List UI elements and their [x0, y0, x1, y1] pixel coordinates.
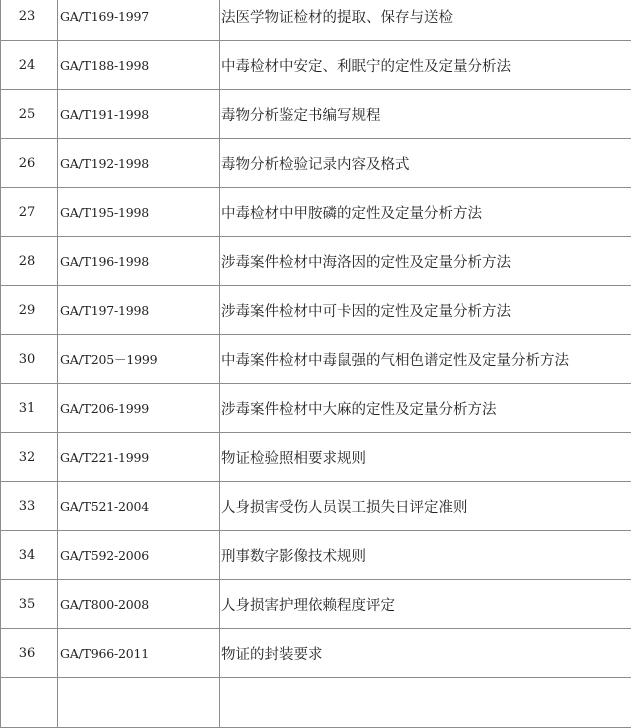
row-number: 25	[1, 90, 58, 139]
table-row	[1, 335, 631, 384]
standard-code: GA/T966-2011	[58, 629, 220, 678]
standard-title: 涉毒案件检材中大麻的定性及定量分析方法	[220, 384, 631, 433]
row-number: 29	[1, 286, 58, 335]
standard-title: 人身损害受伤人员误工损失日评定准则	[220, 482, 631, 531]
table-row	[1, 90, 631, 139]
table-row-partial	[1, 678, 631, 728]
standard-code: GA/T800-2008	[58, 580, 220, 629]
standard-code: GA/T592-2006	[58, 531, 220, 580]
standard-title: 涉毒案件检材中可卡因的定性及定量分析方法	[220, 286, 631, 335]
standard-title: 物证的封装要求	[220, 629, 631, 678]
standard-code: GA/T169-1997	[58, 0, 220, 41]
standard-title: 法医学物证检材的提取、保存与送检	[220, 0, 631, 41]
table-row	[1, 0, 631, 41]
table-row	[1, 531, 631, 580]
table-row	[1, 139, 631, 188]
standard-title: 物证检验照相要求规则	[220, 433, 631, 482]
standard-code: GA/T195-1998	[58, 188, 220, 237]
standard-title: 中毒检材中安定、利眠宁的定性及定量分析法	[220, 41, 631, 90]
empty-cell	[220, 678, 631, 728]
table-row	[1, 286, 631, 335]
standard-title: 毒物分析检验记录内容及格式	[220, 139, 631, 188]
standard-code: GA/T188-1998	[58, 41, 220, 90]
empty-cell	[1, 678, 58, 728]
row-number: 31	[1, 384, 58, 433]
standard-code: GA/T221-1999	[58, 433, 220, 482]
table-row	[1, 433, 631, 482]
table-row	[1, 580, 631, 629]
standard-code: GA/T197-1998	[58, 286, 220, 335]
standard-code: GA/T192-1998	[58, 139, 220, 188]
empty-cell	[58, 678, 220, 728]
standard-title: 中毒案件检材中毒鼠强的气相色谱定性及定量分析方法	[220, 335, 631, 384]
row-number: 24	[1, 41, 58, 90]
row-number: 23	[1, 0, 58, 41]
standard-code: GA/T206-1999	[58, 384, 220, 433]
standard-code: GA/T191-1998	[58, 90, 220, 139]
standard-title: 毒物分析鉴定书编写规程	[220, 90, 631, 139]
standard-code: GA/T521-2004	[58, 482, 220, 531]
row-number: 33	[1, 482, 58, 531]
row-number: 35	[1, 580, 58, 629]
row-number: 27	[1, 188, 58, 237]
standard-code: GA/T196-1998	[58, 237, 220, 286]
standard-title: 涉毒案件检材中海洛因的定性及定量分析方法	[220, 237, 631, 286]
table-row	[1, 629, 631, 678]
table-row	[1, 41, 631, 90]
row-number: 32	[1, 433, 58, 482]
standard-title: 中毒检材中甲胺磷的定性及定量分析方法	[220, 188, 631, 237]
row-number: 30	[1, 335, 58, 384]
table-row	[1, 237, 631, 286]
row-number: 34	[1, 531, 58, 580]
table-row	[1, 384, 631, 433]
standard-title: 刑事数字影像技术规则	[220, 531, 631, 580]
row-number: 36	[1, 629, 58, 678]
table-row	[1, 482, 631, 531]
row-number: 28	[1, 237, 58, 286]
row-number: 26	[1, 139, 58, 188]
standard-code: GA/T205－1999	[58, 335, 220, 384]
standard-title: 人身损害护理依赖程度评定	[220, 580, 631, 629]
table-row	[1, 188, 631, 237]
